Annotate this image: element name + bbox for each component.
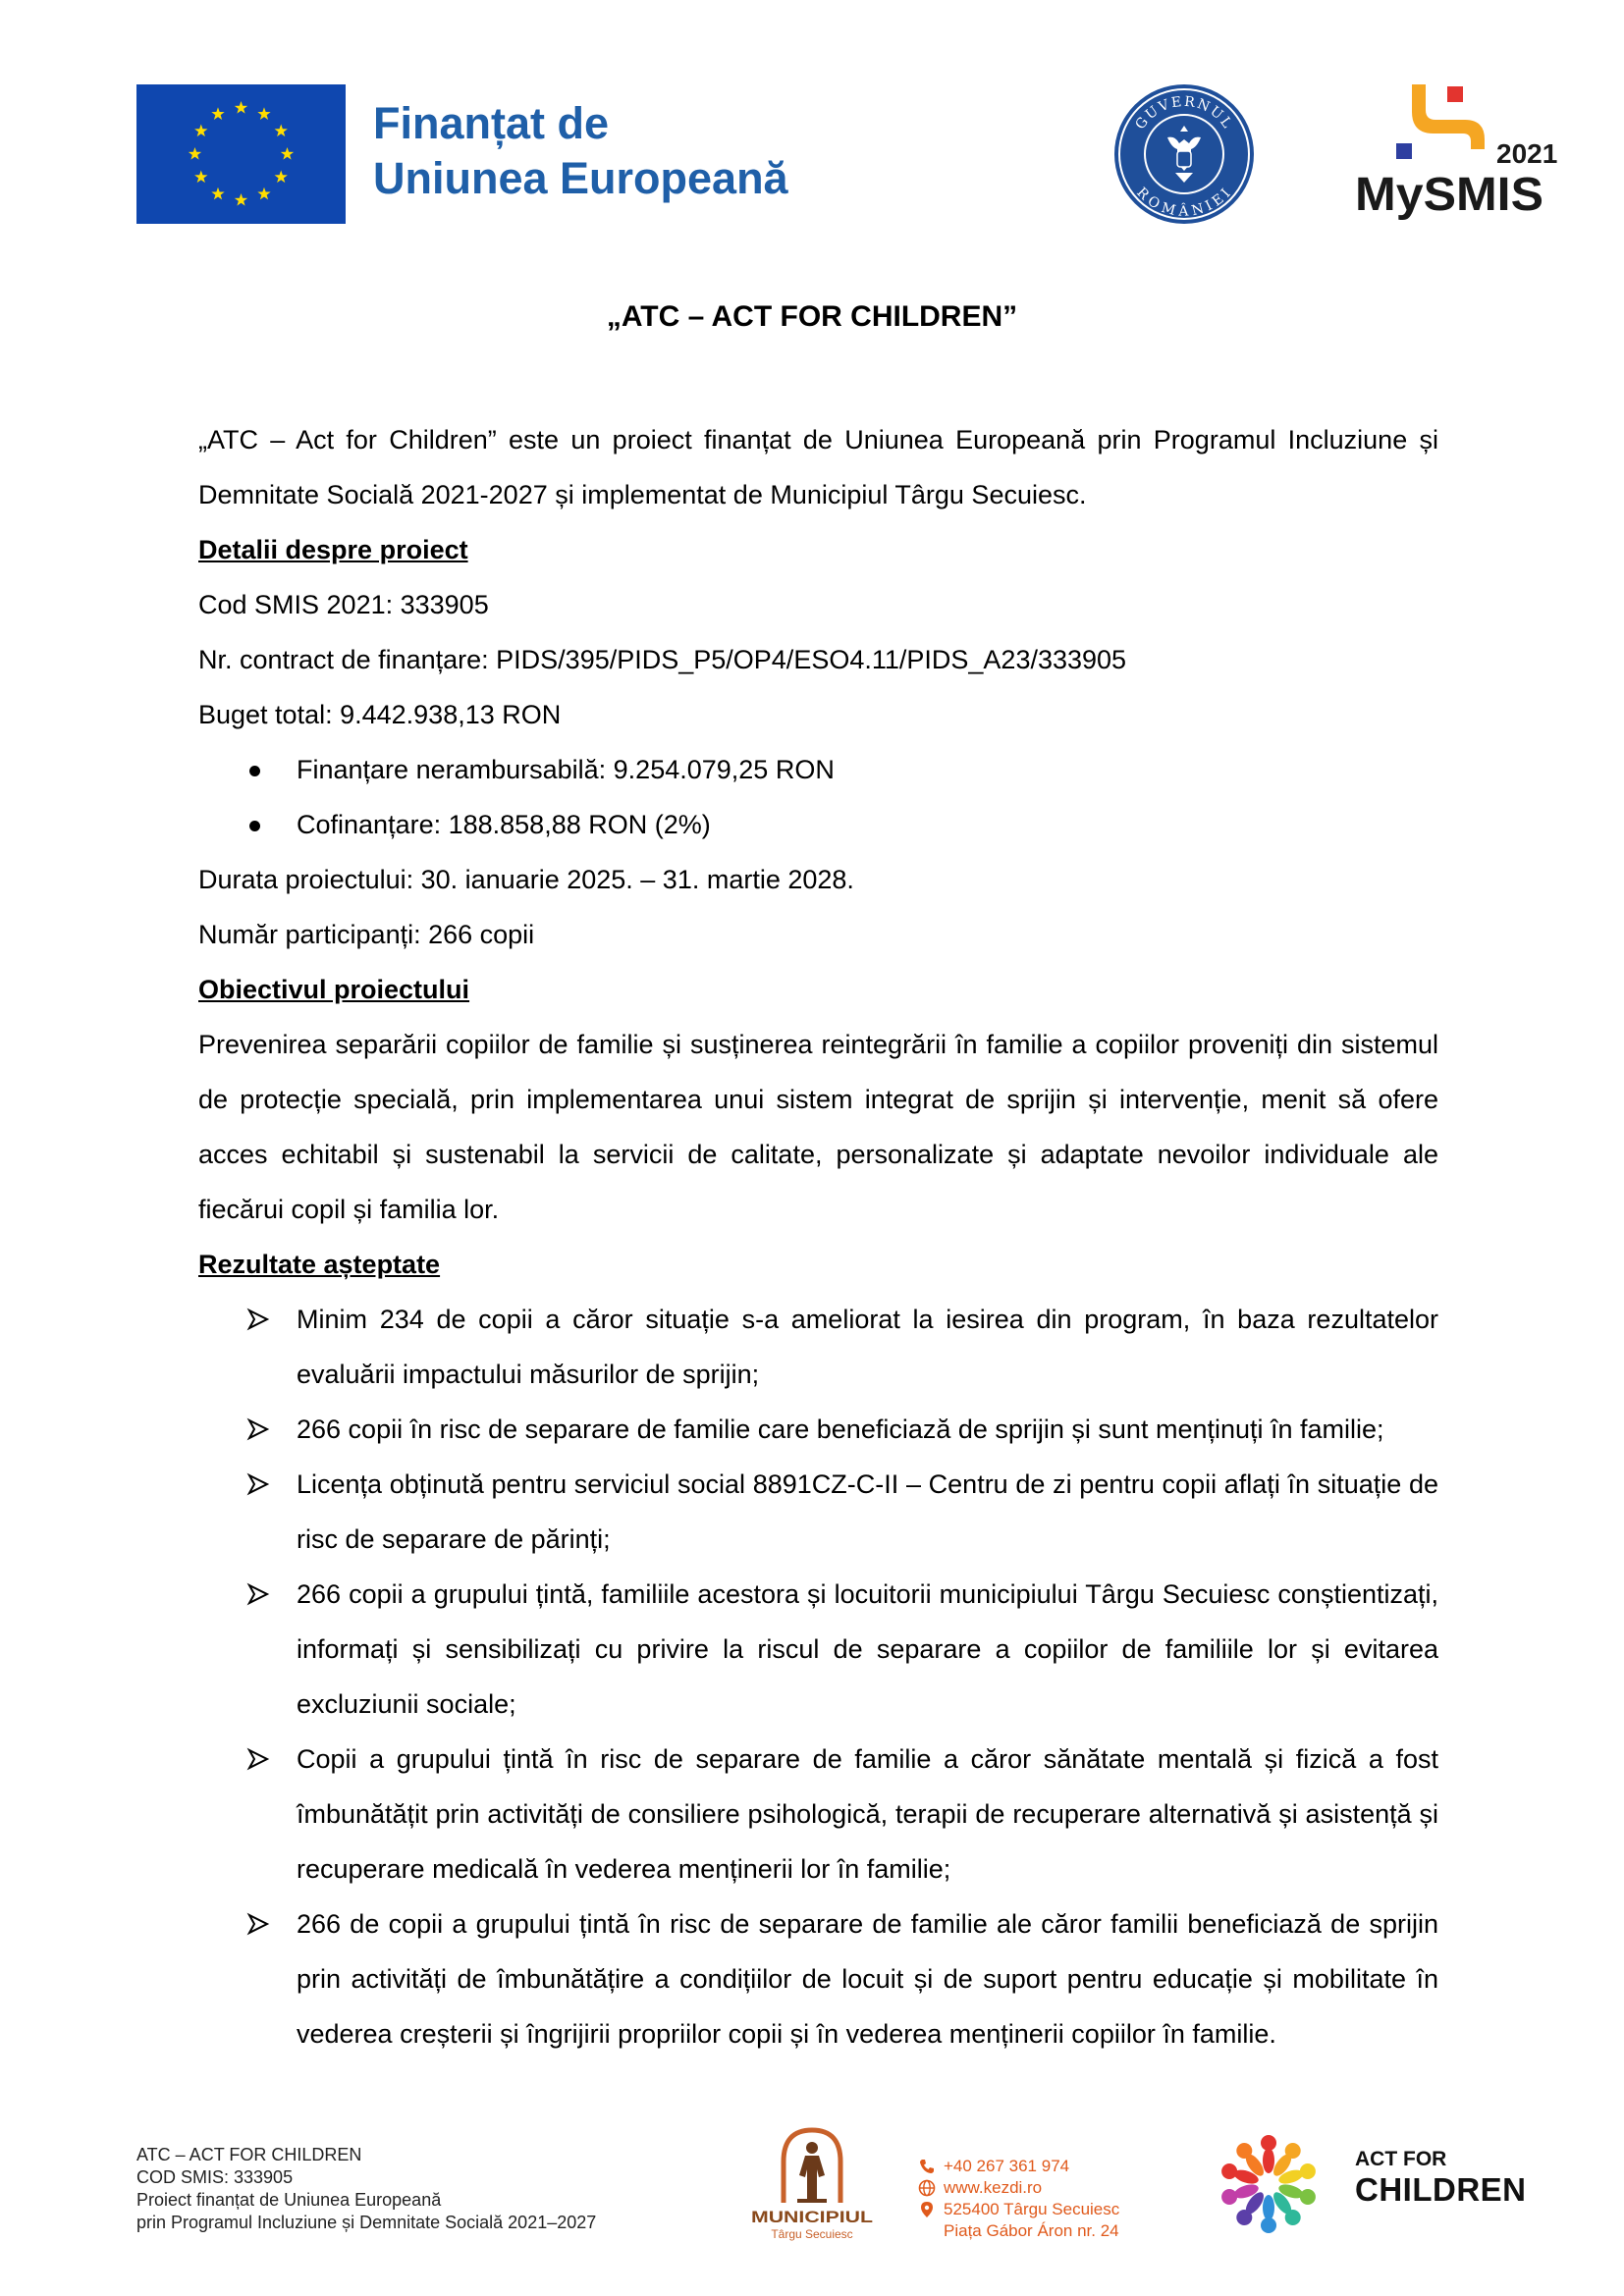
contract-number: Nr. contract de finanțare: PIDS/395/PIDS_P5/OP4/ESO4.11/PIDS_A23/333905: [198, 645, 1127, 674]
result-text: Minim 234 de copii a căror situație s-a ameliorat la iesirea din program, în baza rezultatelor evaluării impactului măsurilor de sprijin;: [297, 1305, 1438, 1389]
contact-web-row: [918, 2177, 1119, 2199]
result-text: 266 copii în risc de separare de familie care beneficiază de sprijin și sunt menținuți în familie;: [297, 1415, 1384, 1444]
total-budget: Buget total: 9.442.938,13 RON: [198, 700, 562, 729]
arrow-bullet-icon: [247, 1748, 269, 1770]
eu-line-1: Finanțat de: [373, 98, 610, 148]
phone-icon: [918, 2158, 936, 2175]
participants-count: Număr participanți: 266 copii: [198, 920, 535, 949]
mysmis-year: 2021: [1496, 138, 1558, 169]
budget-item: Finanțare nerambursabilă: 9.254.079,25 RON: [198, 742, 1438, 797]
smis-code: Cod SMIS 2021: 333905: [198, 590, 489, 619]
eu-line-2: Uniunea Europeană: [373, 153, 788, 203]
arrow-bullet-icon: [247, 1913, 269, 1935]
contact-website: www.kezdi.ro: [944, 2178, 1043, 2197]
intro-paragraph: „ATC – Act for Children” este un proiect finanțat de Uniunea Europeană prin Programul Incluziune și Demnitate Socială 2021-2027 și implementat de Municipiul Târgu Secuiesc.: [198, 425, 1438, 509]
figure-head-icon: [1221, 2189, 1237, 2205]
budget-breakdown-list: [198, 742, 1438, 852]
document-body: [198, 412, 1438, 2061]
location-pin-icon: [918, 2201, 936, 2218]
act-for-children-logo: [1200, 2118, 1337, 2251]
mysmis-logo: [1347, 82, 1558, 230]
result-item: [198, 1567, 1438, 1732]
results-heading: Rezultate așteptate: [198, 1250, 441, 1279]
afc-line-1: ACT FOR: [1355, 2148, 1447, 2170]
eu-funding-text: [373, 96, 788, 206]
contact-phone-row: [918, 2156, 1119, 2177]
result-item: [198, 1292, 1438, 1402]
footer-project-info: [136, 2144, 596, 2234]
objective-heading: Obiectivul proiectului: [198, 975, 470, 1004]
result-text: Copii a grupului țintă în risc de separare de familie a căror sănătate mentală și fizică a fost îmbunătățit prin activități de consiliere psihologică, terapii de recuperare alternativă și asistență și recuperare medicală în vederea menținerii lor în familie;: [297, 1744, 1438, 1884]
contact-address-line-2: Piața Gábor Áron nr. 24: [944, 2221, 1119, 2240]
project-duration: Durata proiectului: 30. ianuarie 2025. – 31. martie 2028.: [198, 865, 854, 894]
contact-phone: +40 267 361 974: [944, 2157, 1070, 2175]
seal-top-text: GUVERNUL: [1132, 93, 1236, 133]
arrow-bullet-icon: [247, 1308, 269, 1330]
arrow-bullet-icon: [247, 1583, 269, 1605]
eu-stars-icon: [136, 84, 346, 224]
mysmis-blue-square-icon: [1396, 143, 1412, 159]
budget-item: Cofinanțare: 188.858,88 RON (2%): [198, 797, 1438, 852]
contact-address-row: [918, 2199, 1119, 2220]
figure-body-icon: [1263, 2195, 1274, 2220]
globe-icon: [918, 2179, 936, 2197]
footer-line: prin Programul Incluziune și Demnitate Socială 2021–2027: [136, 2213, 597, 2232]
result-text: Licența obținută pentru serviciul social 8891CZ-C-II – Centru de zi pentru copii aflați în situație de risc de separare de părinți;: [297, 1469, 1438, 1554]
contact-address-line-1: 525400 Târgu Secuiesc: [944, 2200, 1120, 2218]
figure-head-icon: [1300, 2189, 1316, 2205]
municipiul-logo: [746, 2112, 879, 2245]
arrow-bullet-icon: [247, 1473, 269, 1495]
municipiul-city: Târgu Secuiesc: [771, 2227, 853, 2241]
mysmis-name: MySMIS: [1355, 169, 1543, 221]
footer-line: COD SMIS: 333905: [136, 2167, 294, 2187]
afc-line-2: CHILDREN: [1355, 2171, 1527, 2208]
municipiul-title: MUNICIPIUL: [751, 2208, 873, 2226]
result-text: 266 de copii a grupului țintă în risc de separare de familie ale căror familii beneficiază de sprijin prin activități de îmbunătățire a condițiilor de locuit și de suport pentru educație și mobilitate în vederea creșterii și îngrijirii propriilor copii și în vederea menținerii copiilor în familie.: [297, 1909, 1438, 2049]
result-item: [198, 1457, 1438, 1567]
result-item: [198, 1896, 1438, 2061]
statue-icon: [797, 2142, 827, 2203]
eu-flag-logo: [136, 84, 346, 224]
details-heading: Detalii despre proiect: [198, 535, 468, 564]
figure-head-icon: [1221, 2163, 1237, 2179]
result-text: 266 copii a grupului țintă, familiile acestora și locuitorii municipiului Târgu Secuiesc conștientizați, informați și sensibilizați cu privire la riscul de separare a copiilor de familiile lor și evitarea excluziunii sociale;: [297, 1579, 1438, 1719]
document-title: „ATC – ACT FOR CHILDREN”: [606, 300, 1018, 333]
footer-line: Proiect finanțat de Uniunea Europeană: [136, 2190, 442, 2210]
government-seal-logo: [1112, 82, 1256, 226]
objective-paragraph: Prevenirea separării copiilor de familie și susținerea reintegrării în familie a copiilor proveniți din sistemul de protecție specială, prin implementarea unui sistem integrat de sprijin și intervenție, menit să ofere acces echitabil și sustenabil la servicii de calitate, personalizate și adaptate nevoilor individuale ale fiecărui copil și familia lor.: [198, 1030, 1438, 1224]
arrow-bullet-icon: [247, 1418, 269, 1440]
result-item: [198, 1402, 1438, 1457]
figure-body-icon: [1263, 2148, 1274, 2173]
result-item: [198, 1732, 1438, 1896]
figure-head-icon: [1300, 2163, 1316, 2179]
act-for-children-wordmark: [1355, 2148, 1527, 2209]
results-list: [198, 1292, 1438, 2061]
mysmis-red-square-icon: [1447, 86, 1463, 102]
contact-block: [918, 2156, 1119, 2242]
footer-line: ATC – ACT FOR CHILDREN: [136, 2145, 362, 2164]
seal-bottom-text: ROMÂNIEI: [1133, 185, 1235, 220]
